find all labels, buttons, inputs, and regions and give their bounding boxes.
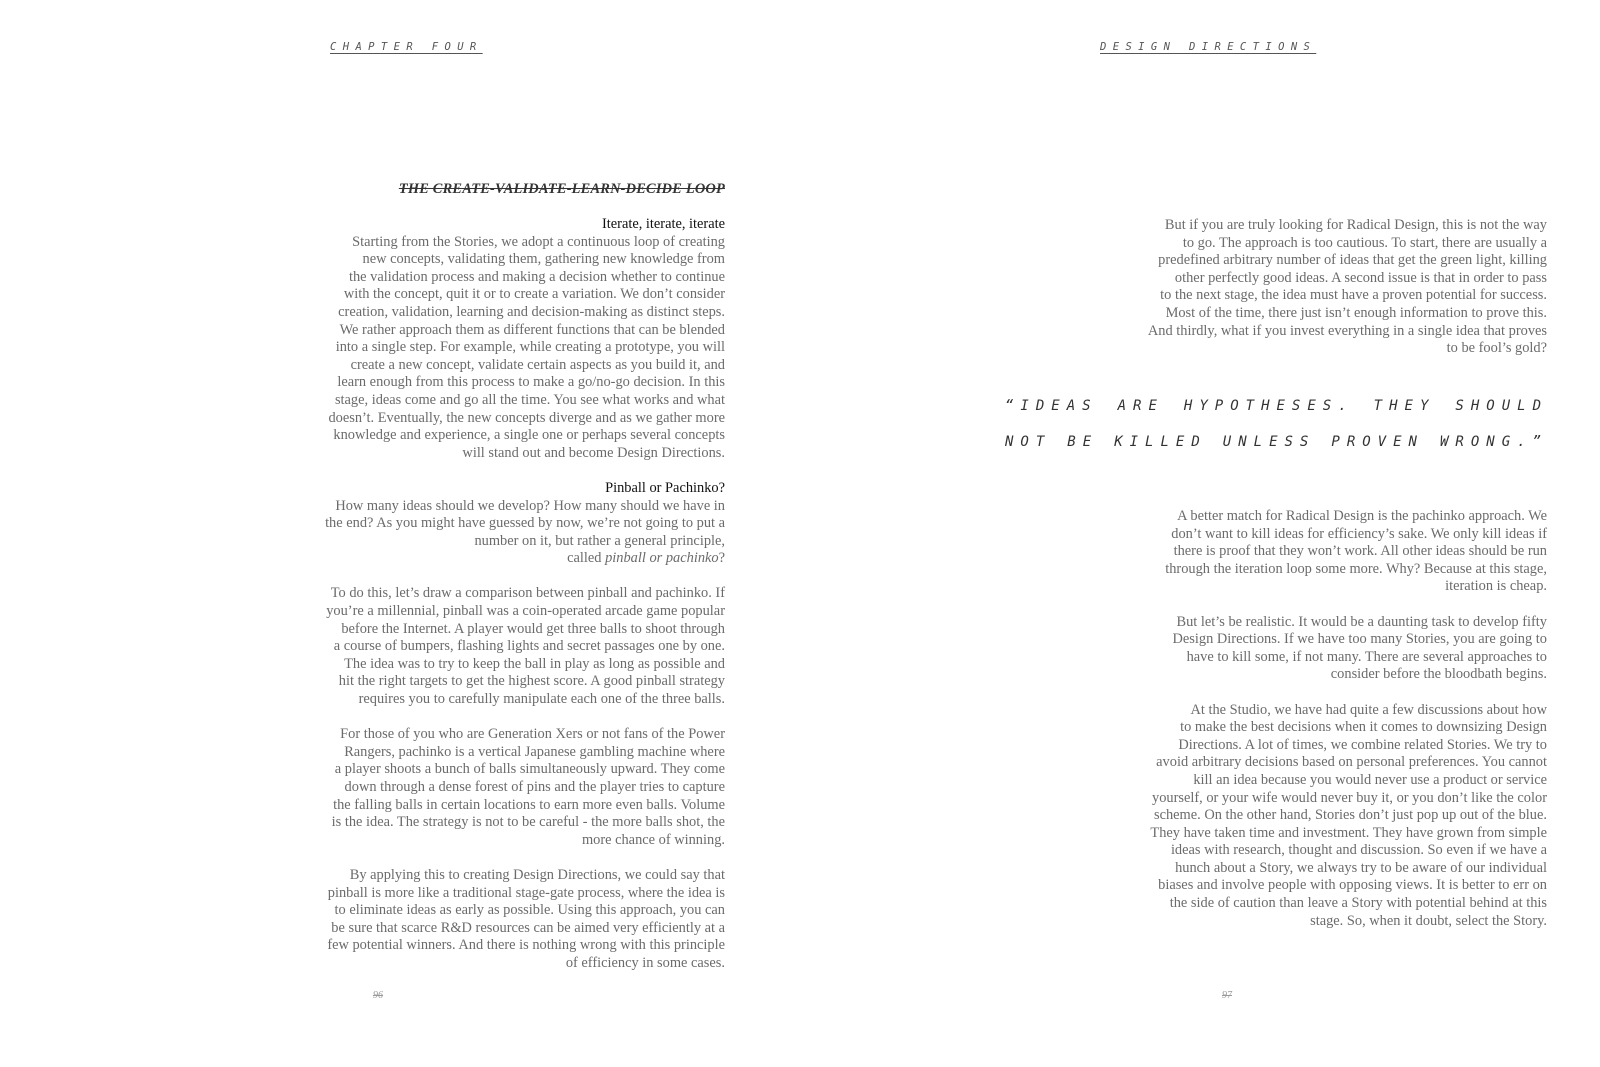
- paragraph-pachinko: [270, 726, 725, 849]
- text-line: For those of you who are Generation Xers or not fans of the Power: [340, 726, 725, 743]
- text-line: Most of the time, there just isn’t enough information to prove this.: [1165, 304, 1547, 321]
- text-line: ideas with research, thought and discussion. So even if we have a: [1170, 842, 1547, 859]
- page-number-right: 97: [1222, 990, 1232, 1001]
- text-line: the falling balls in certain locations to earn more even balls. Volume: [333, 796, 725, 813]
- text-line: The idea was to try to keep the ball in play as long as possible and: [344, 655, 725, 672]
- text-line: At the Studio, we have had quite a few discussions about how: [1190, 701, 1547, 718]
- running-head-left: CHAPTER FOUR: [330, 41, 483, 53]
- text-line: a course of bumpers, flashing lights and secret passages one by one.: [333, 638, 725, 655]
- text-line: will stand out and become Design Directions.: [462, 444, 725, 461]
- text-line: But let’s be realistic. It would be a daunting task to develop fifty: [1176, 613, 1547, 630]
- text-line: doesn’t. Eventually, the new concepts diverge and as we gather more: [328, 409, 725, 426]
- text-line: a player shoots a bunch of balls simultaneously upward. They come: [334, 761, 725, 778]
- text-line: into a single step. For example, while creating a prototype, you will: [335, 339, 725, 356]
- text-line: few potential winners. And there is nothing wrong with this principle: [327, 937, 725, 954]
- text-line: don’t want to kill ideas for efficiency’s sake. We only kill ideas if: [1171, 525, 1547, 542]
- text-line: How many ideas should we develop? How many should we have in: [335, 497, 725, 514]
- text-line: there is proof that they won’t work. All other ideas should be run: [1173, 543, 1547, 560]
- text-line: learn enough from this process to make a go/no-go decision. In this: [337, 374, 725, 391]
- paragraph-pinball: [270, 585, 725, 708]
- text-line: requires you to carefully manipulate each one of the three balls.: [358, 691, 725, 708]
- running-head-right: DESIGN DIRECTIONS: [1100, 41, 1317, 53]
- text-line: of efficiency in some cases.: [565, 954, 725, 971]
- text-line: to make the best decisions when it comes to downsizing Design: [1180, 719, 1547, 736]
- text-line: you’re a millennial, pinball was a coin-operated arcade game popular: [326, 603, 725, 620]
- text-line: down through a dense forest of pins and the player tries to capture: [344, 779, 725, 795]
- text-line: iteration is cheap.: [1445, 578, 1547, 595]
- text-line: They have taken time and investment. They have grown from simple: [1150, 824, 1547, 841]
- page-number-left: 96: [373, 990, 383, 1001]
- text-line: to be fool’s gold?: [1446, 340, 1547, 357]
- subhead-iterate: Iterate, iterate, iterate: [601, 216, 725, 232]
- text-line: pinball is more like a traditional stage-gate process, where the idea is: [327, 884, 725, 901]
- text-line: create a new concept, validate certain aspects as you build it, and: [350, 356, 725, 373]
- paragraph-how-many: [270, 498, 725, 568]
- paragraph-radical: [1080, 217, 1547, 358]
- pull-quote-line: NOT BE KILLED UNLESS PROVEN WRONG.”: [1005, 434, 1548, 450]
- text-line: biases and involve people with opposing views. It is better to err on: [1158, 877, 1547, 894]
- paragraph-better-match: [1080, 508, 1547, 596]
- text-line: A better match for Radical Design is the pachinko approach. We: [1177, 508, 1547, 524]
- text-line: Rangers, pachinko is a vertical Japanese gambling machine where: [344, 743, 725, 760]
- text-line: number on it, but rather a general principle,: [474, 532, 725, 549]
- text-line: have to kill some, if not many. There are several approaches to: [1186, 648, 1547, 665]
- text-line: Directions. A lot of times, we combine related Stories. We try to: [1178, 736, 1547, 753]
- text-line: through the iteration loop some more. Why? Because at this stage,: [1165, 560, 1547, 577]
- subhead-pinball: Pinball or Pachinko?: [605, 479, 725, 496]
- pull-quote: [1005, 388, 1548, 460]
- text-line: to the next stage, the idea must have a proven potential for success.: [1160, 287, 1547, 304]
- paragraph-loop: [270, 234, 725, 463]
- text-line: hunch about a Story, we always try to be aware of our individual: [1175, 859, 1547, 876]
- text-line: And thirdly, what if you invest everything in a single idea that proves: [1147, 322, 1547, 339]
- text-line: yourself, or your wife would never buy it, or you don’t like the color: [1152, 789, 1547, 806]
- text-line: But if you are truly looking for Radical Design, this is not the way: [1164, 217, 1547, 233]
- text-line: stage. So, when it doubt, select the Story.: [1310, 912, 1547, 929]
- text-line: stage, ideas come and go all the time. You see what works and what: [334, 391, 725, 408]
- text-line: with the concept, quit it or to create a variation. We don’t consider: [343, 286, 725, 303]
- text-line: to eliminate ideas as early as possible. Using this approach, you can: [334, 902, 725, 919]
- text-line: is the idea. The strategy is not to be careful - the more balls shot, the: [331, 814, 725, 831]
- text-line: knowledge and experience, a single one or perhaps several concepts: [333, 427, 725, 444]
- text-line: scheme. On the other hand, Stories don’t just pop up out of the blue.: [1153, 807, 1547, 824]
- section-title: THE CREATE-VALIDATE-LEARN-DECIDE LOOP: [398, 181, 725, 197]
- paragraph-realistic: [1080, 614, 1547, 684]
- text-line: other perfectly good ideas. A second issue is that in order to pass: [1174, 269, 1547, 286]
- text-line: avoid arbitrary decisions based on personal preferences. You cannot: [1156, 754, 1547, 771]
- text-line-last: called pinball or pachinko?: [567, 550, 725, 567]
- text-line: to go. The approach is too cautious. To start, there are usually a: [1182, 234, 1547, 251]
- section-title-wrap: [270, 181, 725, 216]
- text-line: the side of caution than leave a Story with potential behind at this: [1169, 895, 1547, 912]
- right-text-column-bottom: [1080, 508, 1547, 930]
- text-line: be sure that scarce R&D resources can be aimed very efficiently at a: [331, 919, 725, 936]
- pull-quote-line: “IDEAS ARE HYPOTHESES. THEY SHOULD: [1005, 398, 1548, 414]
- text-line: before the Internet. A player would get three balls to shoot through: [341, 620, 725, 637]
- text-line: To do this, let’s draw a comparison between pinball and pachinko. If: [330, 585, 725, 602]
- text-line: consider before the bloodbath begins.: [1330, 666, 1547, 683]
- text-line: Design Directions. If we have too many Stories, you are going to: [1172, 631, 1547, 648]
- paragraph-applying: [270, 867, 725, 973]
- left-text-column: [270, 181, 725, 973]
- text-line: kill an idea because you would never use a product or service: [1193, 771, 1547, 788]
- text-line: more chance of winning.: [581, 831, 725, 848]
- right-text-column-top: [1080, 217, 1547, 358]
- italic-term: pinball or pachinko: [605, 550, 719, 567]
- text-line: By applying this to creating Design Directions, we could say that: [349, 866, 725, 883]
- text-line: Starting from the Stories, we adopt a continuous loop of creating: [352, 233, 725, 250]
- text-line: the end? As you might have guessed by now, we’re not going to put a: [325, 515, 725, 532]
- text-line: new concepts, validating them, gathering new knowledge from: [362, 251, 725, 268]
- text-line: predefined arbitrary number of ideas that get the green light, killing: [1158, 252, 1547, 269]
- paragraph-studio: [1080, 702, 1547, 931]
- text-line: creation, validation, learning and decision-making as distinct steps.: [338, 303, 725, 320]
- text-line: the validation process and making a decision whether to continue: [348, 268, 725, 285]
- text-line: We rather approach them as different functions that can be blended: [339, 321, 725, 338]
- text-line: hit the right targets to get the highest score. A good pinball strategy: [338, 673, 725, 690]
